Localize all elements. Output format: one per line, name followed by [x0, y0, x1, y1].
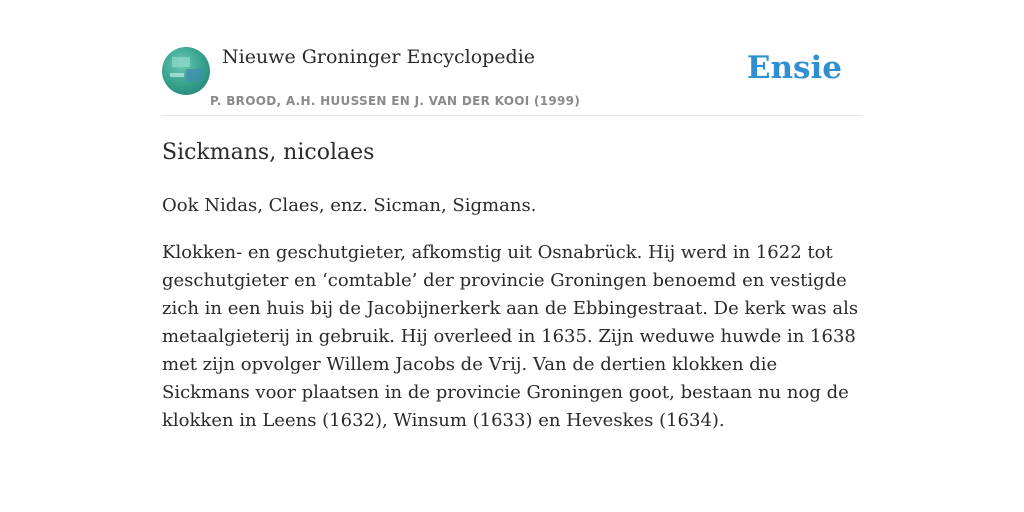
ensie-logo[interactable]: Ensie — [746, 50, 842, 86]
entry-paragraph: Ook Nidas, Claes, enz. Sicman, Sigmans. — [162, 195, 537, 216]
entry-paragraph: Klokken- en geschutgieter, afkomstig uit Osnabrück. Hij werd in 1622 tot geschutgieter en ‘comtable’ der provincie Groningen benoemd en vestigde zich in een huis bij de Jacobijnerkerk aan de Ebbingestraat. De kerk was als metaalgieterij in gebruik. Hij overleed in 1635. Zijn weduwe huwde in 1638 met zijn opvolger Willem Jacobs de Vrij. Van de dertien klokken die Sickmans voor plaatsen in de provincie Groningen goot, bestaan nu nog de klokken in Leens (1632), Winsum (1633) en Heveskes (1634). — [162, 242, 859, 431]
cover-decoration — [172, 57, 190, 67]
book-title-link[interactable]: Nieuwe Groninger Encyclopedie — [222, 46, 536, 68]
cover-decoration — [186, 69, 202, 81]
book-authors: P. BROOD, A.H. HUUSSEN EN J. VAN DER KOOI (1999) — [210, 94, 581, 108]
book-header — [162, 46, 862, 116]
book-cover-image[interactable] — [162, 47, 210, 95]
cover-decoration — [170, 73, 184, 77]
entry-title: Sickmans, nicolaes — [162, 140, 375, 165]
entry-content — [162, 192, 862, 454]
